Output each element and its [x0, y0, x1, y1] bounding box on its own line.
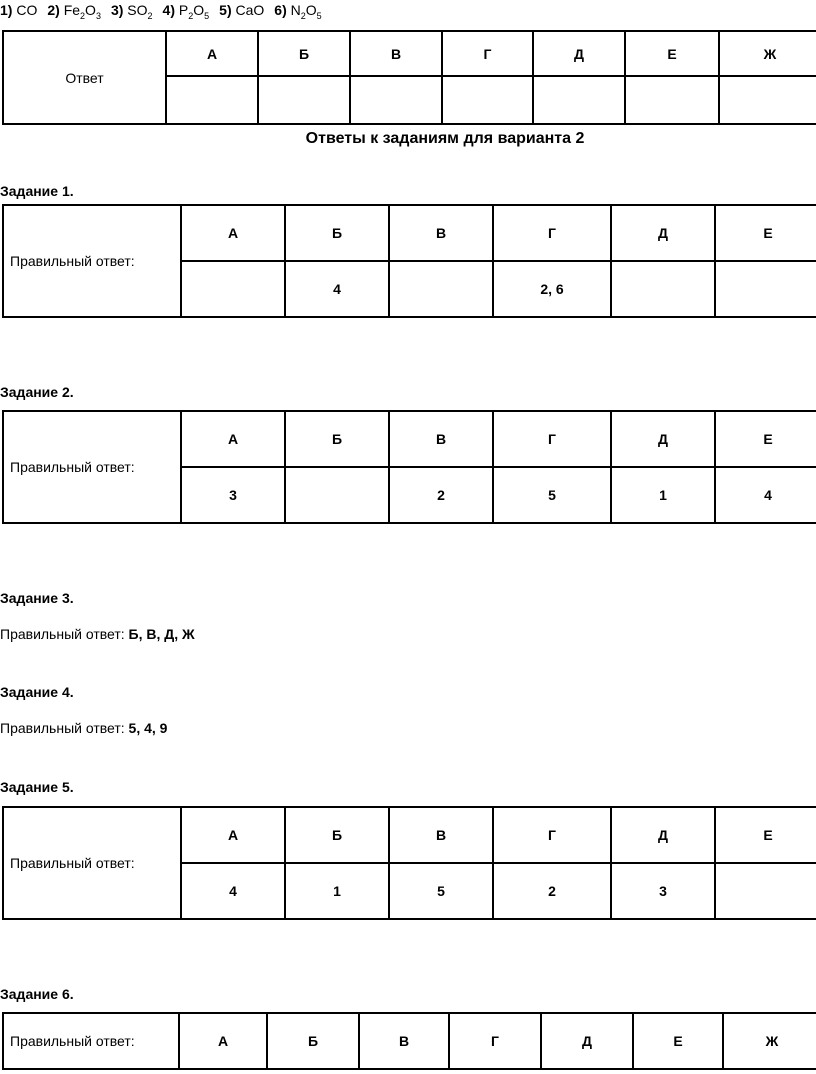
formula-item	[274, 2, 322, 21]
answer-cell[interactable]	[625, 76, 719, 124]
answer-cell[interactable]	[715, 863, 816, 919]
header-cell: А	[179, 1013, 267, 1069]
header-cell: А	[181, 205, 285, 261]
answer-cell[interactable]: 1	[611, 467, 715, 523]
formula-subscript: 5	[204, 10, 210, 21]
formula-subscript: 2	[80, 10, 86, 21]
answer-cell[interactable]	[166, 76, 258, 124]
task5-table	[2, 806, 816, 920]
header-cell: Г	[493, 807, 611, 863]
task3-answer-line	[0, 626, 195, 642]
task3-heading: Задание 3.	[0, 590, 74, 606]
header-cell: Г	[493, 411, 611, 467]
answer-cell[interactable]: 4	[285, 261, 389, 317]
formula-element: CaO	[235, 2, 265, 18]
task2-label: Правильный ответ:	[3, 411, 181, 523]
formula-element: Fe	[63, 2, 81, 18]
header-cell: В	[389, 411, 493, 467]
answer-cell[interactable]: 2, 6	[493, 261, 611, 317]
task3-answer: Б, В, Д, Ж	[128, 626, 195, 642]
header-cell: Е	[715, 807, 816, 863]
header-cell: Б	[285, 205, 389, 261]
task4-answer-line	[0, 720, 167, 736]
header-cell: Б	[267, 1013, 359, 1069]
task1-label: Правильный ответ:	[3, 205, 181, 317]
header-cell: А	[181, 411, 285, 467]
header-cell: А	[181, 807, 285, 863]
task5-heading: Задание 5.	[0, 779, 74, 795]
header-cell: Е	[715, 205, 816, 261]
task2-heading: Задание 2.	[0, 384, 74, 400]
answer-cell[interactable]	[350, 76, 442, 124]
header-cell: В	[389, 807, 493, 863]
answer-cell[interactable]: 3	[181, 467, 285, 523]
formula-number: 5)	[219, 2, 236, 18]
answer-cell[interactable]: 4	[715, 467, 816, 523]
header-cell: В	[350, 31, 442, 76]
answer-table	[2, 30, 816, 125]
formula-element: SO	[127, 2, 148, 18]
header-cell: Д	[533, 31, 625, 76]
header-cell: Б	[258, 31, 350, 76]
task1-heading: Задание 1.	[0, 183, 74, 199]
formula-number: 6)	[274, 2, 291, 18]
answer-label: Ответ	[3, 31, 166, 124]
task4-prefix: Правильный ответ:	[0, 720, 129, 736]
formula-number: 2)	[47, 2, 64, 18]
answer-cell[interactable]	[285, 467, 389, 523]
task1-table	[2, 204, 816, 318]
header-cell: Г	[493, 205, 611, 261]
formula-item	[110, 2, 153, 21]
formula-element: O	[193, 2, 205, 18]
answer-cell[interactable]	[715, 261, 816, 317]
header-cell: Б	[285, 807, 389, 863]
answer-cell[interactable]: 2	[389, 467, 493, 523]
formula-item	[0, 2, 37, 18]
header-cell: Б	[285, 411, 389, 467]
header-cell: Е	[633, 1013, 723, 1069]
answer-cell[interactable]	[389, 261, 493, 317]
answer-cell[interactable]: 5	[493, 467, 611, 523]
formula-subscript: 2	[300, 10, 306, 21]
formula-number: 3)	[110, 2, 128, 18]
formula-item	[219, 2, 264, 18]
task6-label: Правильный ответ:	[3, 1013, 179, 1069]
header-cell: В	[359, 1013, 449, 1069]
answer-cell[interactable]: 1	[285, 863, 389, 919]
answer-cell[interactable]: 2	[493, 863, 611, 919]
formula-item	[162, 2, 210, 21]
header-cell: Д	[611, 807, 715, 863]
answer-cell[interactable]	[611, 261, 715, 317]
answer-cell[interactable]	[533, 76, 625, 124]
formula-element: P	[178, 2, 189, 18]
answer-cell[interactable]	[258, 76, 350, 124]
header-cell: В	[389, 205, 493, 261]
answer-cell[interactable]	[719, 76, 816, 124]
formula-list	[0, 2, 332, 21]
formula-subscript: 2	[147, 10, 153, 21]
formula-subscript: 5	[316, 10, 322, 21]
header-cell: Д	[611, 411, 715, 467]
formula-element: CO	[16, 2, 38, 18]
header-cell: Д	[541, 1013, 633, 1069]
answer-cell[interactable]	[442, 76, 533, 124]
formula-number: 1)	[0, 2, 17, 18]
formula-subscript: 3	[95, 10, 101, 21]
task6-heading: Задание 6.	[0, 986, 74, 1002]
header-cell: Г	[449, 1013, 541, 1069]
formula-element: O	[305, 2, 317, 18]
header-cell: Д	[611, 205, 715, 261]
header-cell: А	[166, 31, 258, 76]
task4-answer: 5, 4, 9	[128, 720, 168, 736]
formula-element: N	[290, 2, 301, 18]
task2-table	[2, 410, 816, 524]
formula-item	[47, 2, 101, 21]
answer-cell[interactable]: 3	[611, 863, 715, 919]
header-cell: Ж	[719, 31, 816, 76]
formula-number: 4)	[162, 2, 179, 18]
task3-prefix: Правильный ответ:	[0, 626, 129, 642]
page-title: Ответы к заданиям для варианта 2	[305, 130, 585, 147]
header-cell: Г	[442, 31, 533, 76]
task4-heading: Задание 4.	[0, 684, 74, 700]
answer-cell[interactable]: 5	[389, 863, 493, 919]
answer-cell[interactable]	[181, 261, 285, 317]
header-cell: Е	[715, 411, 816, 467]
formula-element: O	[85, 2, 96, 18]
task6-table	[2, 1012, 816, 1070]
task5-label: Правильный ответ:	[3, 807, 181, 919]
answer-cell[interactable]: 4	[181, 863, 285, 919]
header-cell: Е	[625, 31, 719, 76]
formula-subscript: 2	[188, 10, 194, 21]
header-cell: Ж	[723, 1013, 816, 1069]
